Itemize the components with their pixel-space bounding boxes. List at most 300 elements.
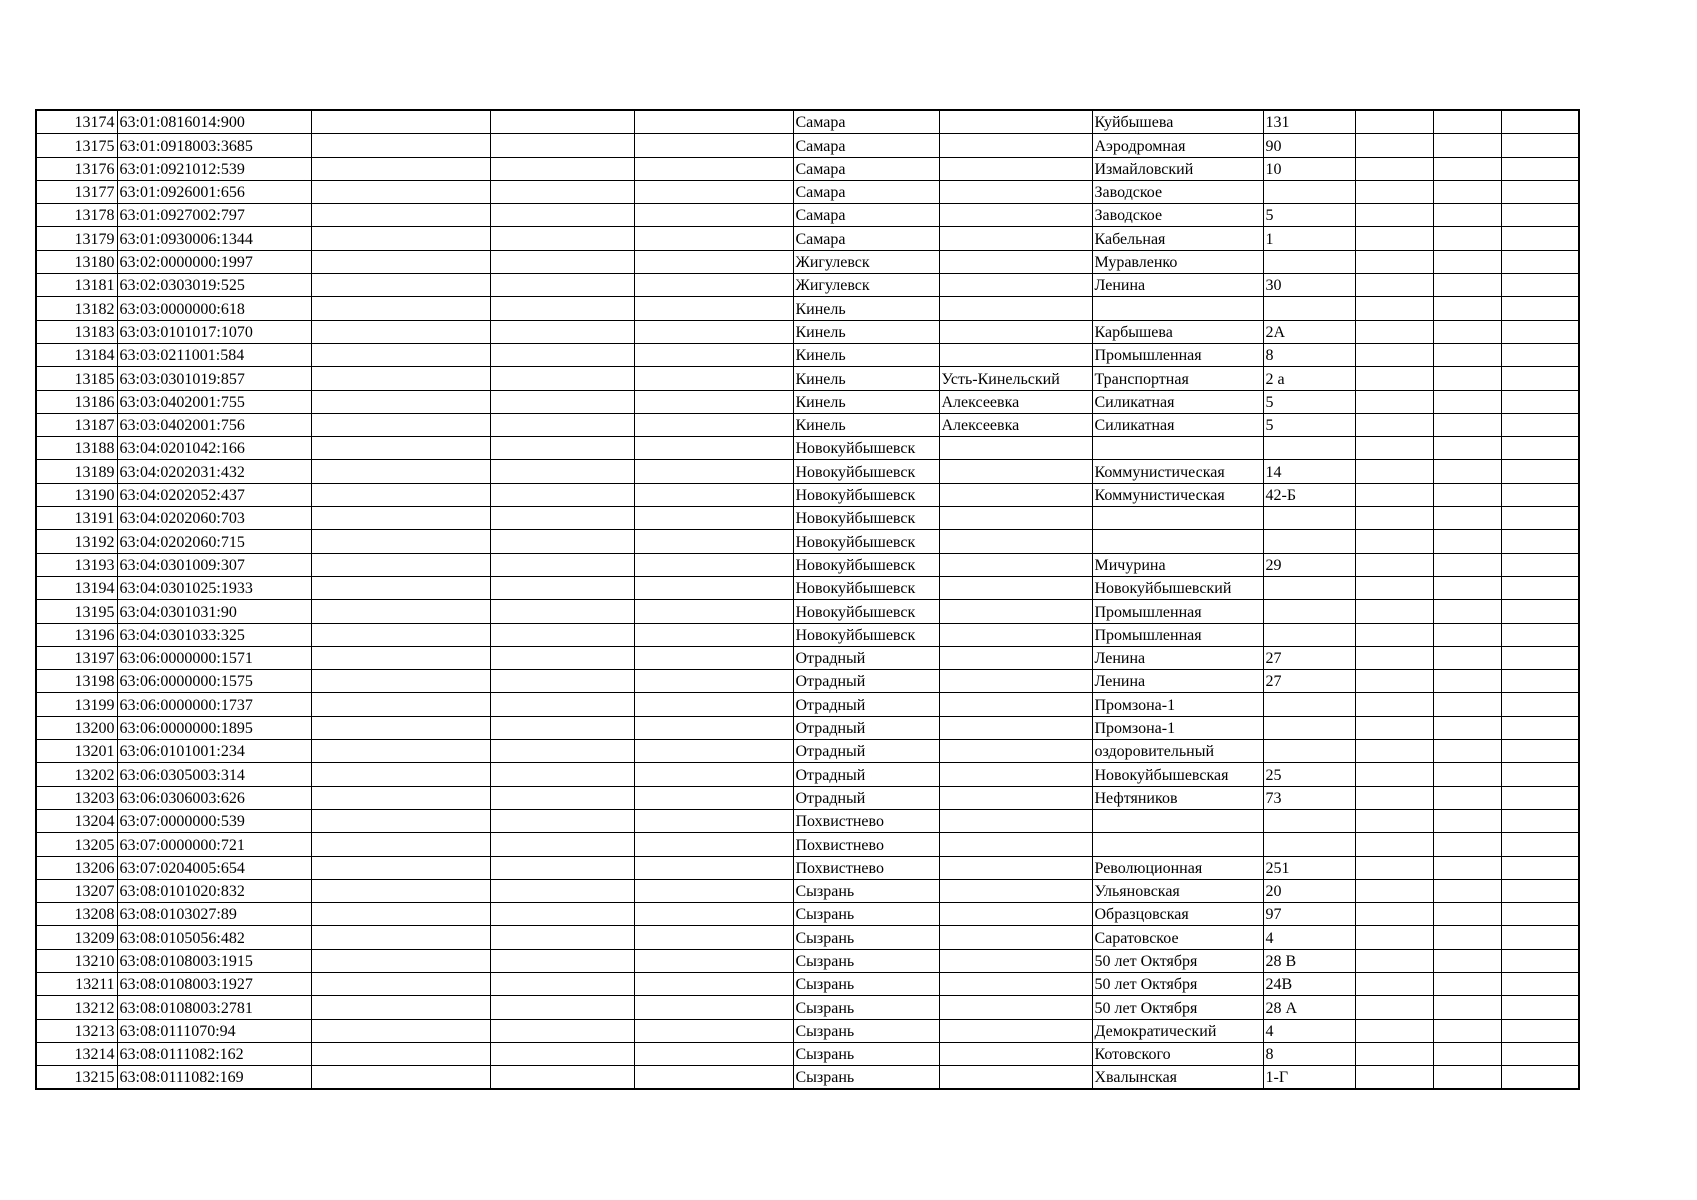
locality-cell xyxy=(939,110,1092,134)
empty-cell xyxy=(634,367,793,390)
empty-cell xyxy=(1501,227,1579,250)
empty-cell xyxy=(1433,437,1501,460)
empty-cell xyxy=(634,763,793,786)
empty-cell xyxy=(311,553,490,576)
empty-cell xyxy=(1433,786,1501,809)
empty-cell xyxy=(1433,809,1501,832)
empty-cell xyxy=(1355,949,1433,972)
locality-cell xyxy=(939,740,1092,763)
row-number-cell: 13194 xyxy=(36,576,117,599)
cadastral-number-cell: 63:02:0000000:1997 xyxy=(117,250,311,273)
house-cell: 8 xyxy=(1263,1042,1355,1065)
table-row xyxy=(36,879,1579,902)
empty-cell xyxy=(1501,437,1579,460)
cadastral-number-cell: 63:08:0101020:832 xyxy=(117,879,311,902)
city-cell: Кинель xyxy=(793,413,939,436)
locality-cell xyxy=(939,227,1092,250)
empty-cell xyxy=(490,413,634,436)
city-cell: Новокуйбышевск xyxy=(793,460,939,483)
empty-cell xyxy=(490,926,634,949)
empty-cell xyxy=(490,1042,634,1065)
empty-cell xyxy=(490,903,634,926)
empty-cell xyxy=(311,180,490,203)
empty-cell xyxy=(634,483,793,506)
row-number-cell: 13204 xyxy=(36,809,117,832)
row-number-cell: 13198 xyxy=(36,670,117,693)
empty-cell xyxy=(490,343,634,366)
cadastral-number-cell: 63:01:0927002:797 xyxy=(117,204,311,227)
empty-cell xyxy=(1355,530,1433,553)
cadastral-number-cell: 63:01:0930006:1344 xyxy=(117,227,311,250)
empty-cell xyxy=(311,134,490,157)
street-cell: Карбышева xyxy=(1092,320,1263,343)
city-cell: Сызрань xyxy=(793,903,939,926)
empty-cell xyxy=(1433,204,1501,227)
empty-cell xyxy=(311,250,490,273)
empty-cell xyxy=(1355,204,1433,227)
row-number-cell: 13215 xyxy=(36,1066,117,1090)
house-cell: 10 xyxy=(1263,157,1355,180)
house-cell xyxy=(1263,693,1355,716)
empty-cell xyxy=(1355,320,1433,343)
cadastral-number-cell: 63:03:0000000:618 xyxy=(117,297,311,320)
row-number-cell: 13182 xyxy=(36,297,117,320)
table-row xyxy=(36,437,1579,460)
empty-cell xyxy=(490,670,634,693)
empty-cell xyxy=(634,740,793,763)
locality-cell xyxy=(939,716,1092,739)
empty-cell xyxy=(1355,763,1433,786)
street-cell: Новокуйбышевский xyxy=(1092,576,1263,599)
cadastral-number-cell: 63:06:0305003:314 xyxy=(117,763,311,786)
table-row xyxy=(36,297,1579,320)
empty-cell xyxy=(1501,460,1579,483)
empty-cell xyxy=(1433,879,1501,902)
table-row xyxy=(36,274,1579,297)
house-cell: 2 а xyxy=(1263,367,1355,390)
row-number-cell: 13196 xyxy=(36,623,117,646)
empty-cell xyxy=(634,250,793,273)
empty-cell xyxy=(1501,180,1579,203)
house-cell: 20 xyxy=(1263,879,1355,902)
house-cell xyxy=(1263,716,1355,739)
table-row xyxy=(36,460,1579,483)
street-cell: 50 лет Октября xyxy=(1092,972,1263,995)
empty-cell xyxy=(1501,740,1579,763)
empty-cell xyxy=(311,413,490,436)
empty-cell xyxy=(490,204,634,227)
city-cell: Новокуйбышевск xyxy=(793,576,939,599)
cadastral-number-cell: 63:01:0926001:656 xyxy=(117,180,311,203)
street-cell: Промышленная xyxy=(1092,343,1263,366)
empty-cell xyxy=(634,460,793,483)
empty-cell xyxy=(490,460,634,483)
empty-cell xyxy=(490,110,634,134)
empty-cell xyxy=(311,530,490,553)
table-row xyxy=(36,996,1579,1019)
empty-cell xyxy=(1355,809,1433,832)
table-row xyxy=(36,763,1579,786)
row-number-cell: 13212 xyxy=(36,996,117,1019)
row-number-cell: 13197 xyxy=(36,646,117,669)
cadastral-number-cell: 63:06:0000000:1895 xyxy=(117,716,311,739)
empty-cell xyxy=(490,227,634,250)
table-row xyxy=(36,949,1579,972)
empty-cell xyxy=(490,576,634,599)
street-cell xyxy=(1092,437,1263,460)
cadastral-number-cell: 63:01:0816014:900 xyxy=(117,110,311,134)
house-cell: 42-Б xyxy=(1263,483,1355,506)
empty-cell xyxy=(634,134,793,157)
cadastral-number-cell: 63:03:0211001:584 xyxy=(117,343,311,366)
empty-cell xyxy=(311,1066,490,1090)
cadastral-number-cell: 63:04:0201042:166 xyxy=(117,437,311,460)
empty-cell xyxy=(490,320,634,343)
empty-cell xyxy=(1355,623,1433,646)
street-cell: Муравленко xyxy=(1092,250,1263,273)
street-cell: 50 лет Октября xyxy=(1092,996,1263,1019)
house-cell: 25 xyxy=(1263,763,1355,786)
table-row xyxy=(36,553,1579,576)
house-cell xyxy=(1263,437,1355,460)
empty-cell xyxy=(1355,180,1433,203)
street-cell: Заводское xyxy=(1092,180,1263,203)
locality-cell xyxy=(939,180,1092,203)
empty-cell xyxy=(1355,1066,1433,1090)
empty-cell xyxy=(311,670,490,693)
empty-cell xyxy=(311,274,490,297)
empty-cell xyxy=(490,763,634,786)
city-cell: Самара xyxy=(793,227,939,250)
city-cell: Сызрань xyxy=(793,1042,939,1065)
table-row xyxy=(36,390,1579,413)
empty-cell xyxy=(1355,576,1433,599)
table-row xyxy=(36,926,1579,949)
empty-cell xyxy=(311,576,490,599)
city-cell: Отрадный xyxy=(793,716,939,739)
row-number-cell: 13202 xyxy=(36,763,117,786)
house-cell xyxy=(1263,576,1355,599)
city-cell: Самара xyxy=(793,204,939,227)
street-cell: Коммунистическая xyxy=(1092,460,1263,483)
empty-cell xyxy=(1501,576,1579,599)
city-cell: Самара xyxy=(793,180,939,203)
empty-cell xyxy=(1355,297,1433,320)
empty-cell xyxy=(1355,693,1433,716)
empty-cell xyxy=(1355,856,1433,879)
row-number-cell: 13193 xyxy=(36,553,117,576)
empty-cell xyxy=(1355,250,1433,273)
table-row xyxy=(36,180,1579,203)
table-row xyxy=(36,367,1579,390)
house-cell: 131 xyxy=(1263,110,1355,134)
empty-cell xyxy=(490,483,634,506)
empty-cell xyxy=(1433,553,1501,576)
empty-cell xyxy=(1355,1042,1433,1065)
empty-cell xyxy=(1433,250,1501,273)
table-row xyxy=(36,1019,1579,1042)
empty-cell xyxy=(1501,926,1579,949)
empty-cell xyxy=(1501,483,1579,506)
empty-cell xyxy=(311,903,490,926)
empty-cell xyxy=(1501,530,1579,553)
empty-cell xyxy=(490,693,634,716)
row-number-cell: 13209 xyxy=(36,926,117,949)
cadastral-number-cell: 63:06:0000000:1737 xyxy=(117,693,311,716)
empty-cell xyxy=(1433,110,1501,134)
empty-cell xyxy=(634,926,793,949)
empty-cell xyxy=(1433,460,1501,483)
city-cell: Самара xyxy=(793,134,939,157)
house-cell: 1 xyxy=(1263,227,1355,250)
empty-cell xyxy=(490,786,634,809)
empty-cell xyxy=(634,343,793,366)
cadastral-number-cell: 63:03:0402001:755 xyxy=(117,390,311,413)
empty-cell xyxy=(1355,646,1433,669)
empty-cell xyxy=(1355,903,1433,926)
house-cell: 4 xyxy=(1263,926,1355,949)
empty-cell xyxy=(490,833,634,856)
empty-cell xyxy=(311,833,490,856)
cadastral-number-cell: 63:07:0204005:654 xyxy=(117,856,311,879)
empty-cell xyxy=(634,390,793,413)
cadastral-number-cell: 63:01:0918003:3685 xyxy=(117,134,311,157)
row-number-cell: 13210 xyxy=(36,949,117,972)
city-cell: Жигулевск xyxy=(793,274,939,297)
empty-cell xyxy=(1501,833,1579,856)
empty-cell xyxy=(311,716,490,739)
cadastral-number-cell: 63:04:0301025:1933 xyxy=(117,576,311,599)
locality-cell xyxy=(939,530,1092,553)
locality-cell xyxy=(939,297,1092,320)
locality-cell xyxy=(939,507,1092,530)
empty-cell xyxy=(1501,250,1579,273)
empty-cell xyxy=(1501,110,1579,134)
empty-cell xyxy=(490,274,634,297)
city-cell: Новокуйбышевск xyxy=(793,507,939,530)
street-cell: Промышленная xyxy=(1092,600,1263,623)
empty-cell xyxy=(634,949,793,972)
empty-cell xyxy=(1355,926,1433,949)
city-cell: Кинель xyxy=(793,367,939,390)
cadastral-number-cell: 63:01:0921012:539 xyxy=(117,157,311,180)
empty-cell xyxy=(1355,600,1433,623)
empty-cell xyxy=(490,180,634,203)
empty-cell xyxy=(490,740,634,763)
empty-cell xyxy=(1501,600,1579,623)
house-cell xyxy=(1263,507,1355,530)
empty-cell xyxy=(1355,110,1433,134)
cadastral-number-cell: 63:08:0108003:1927 xyxy=(117,972,311,995)
row-number-cell: 13177 xyxy=(36,180,117,203)
city-cell: Отрадный xyxy=(793,786,939,809)
house-cell: 2А xyxy=(1263,320,1355,343)
street-cell: Промзона-1 xyxy=(1092,716,1263,739)
empty-cell xyxy=(490,949,634,972)
row-number-cell: 13191 xyxy=(36,507,117,530)
locality-cell xyxy=(939,646,1092,669)
city-cell: Сызрань xyxy=(793,926,939,949)
table-row xyxy=(36,250,1579,273)
empty-cell xyxy=(311,437,490,460)
empty-cell xyxy=(634,903,793,926)
empty-cell xyxy=(490,390,634,413)
locality-cell xyxy=(939,856,1092,879)
street-cell: Ульяновская xyxy=(1092,879,1263,902)
empty-cell xyxy=(311,786,490,809)
empty-cell xyxy=(1355,670,1433,693)
empty-cell xyxy=(634,297,793,320)
table-row xyxy=(36,600,1579,623)
house-cell: 29 xyxy=(1263,553,1355,576)
house-cell: 24В xyxy=(1263,972,1355,995)
empty-cell xyxy=(634,1066,793,1090)
house-cell xyxy=(1263,180,1355,203)
empty-cell xyxy=(1501,856,1579,879)
empty-cell xyxy=(1355,507,1433,530)
empty-cell xyxy=(634,530,793,553)
row-number-cell: 13205 xyxy=(36,833,117,856)
empty-cell xyxy=(311,600,490,623)
empty-cell xyxy=(1501,646,1579,669)
house-cell: 28 А xyxy=(1263,996,1355,1019)
empty-cell xyxy=(634,693,793,716)
locality-cell xyxy=(939,949,1092,972)
empty-cell xyxy=(1355,1019,1433,1042)
street-cell: Нефтяников xyxy=(1092,786,1263,809)
empty-cell xyxy=(1433,320,1501,343)
empty-cell xyxy=(1501,297,1579,320)
empty-cell xyxy=(1501,623,1579,646)
empty-cell xyxy=(311,507,490,530)
locality-cell xyxy=(939,693,1092,716)
table-row xyxy=(36,1066,1579,1090)
row-number-cell: 13200 xyxy=(36,716,117,739)
locality-cell xyxy=(939,833,1092,856)
empty-cell xyxy=(490,646,634,669)
city-cell: Похвистнево xyxy=(793,856,939,879)
locality-cell xyxy=(939,670,1092,693)
cadastral-number-cell: 63:08:0103027:89 xyxy=(117,903,311,926)
empty-cell xyxy=(634,1042,793,1065)
empty-cell xyxy=(490,996,634,1019)
street-cell xyxy=(1092,530,1263,553)
empty-cell xyxy=(1433,227,1501,250)
city-cell: Кинель xyxy=(793,297,939,320)
row-number-cell: 13181 xyxy=(36,274,117,297)
empty-cell xyxy=(1355,134,1433,157)
empty-cell xyxy=(1433,903,1501,926)
cadastral-number-cell: 63:04:0202031:432 xyxy=(117,460,311,483)
house-cell: 14 xyxy=(1263,460,1355,483)
empty-cell xyxy=(1433,833,1501,856)
cadastral-number-cell: 63:08:0111082:162 xyxy=(117,1042,311,1065)
empty-cell xyxy=(634,879,793,902)
row-number-cell: 13207 xyxy=(36,879,117,902)
city-cell: Сызрань xyxy=(793,879,939,902)
city-cell: Отрадный xyxy=(793,763,939,786)
empty-cell xyxy=(1433,926,1501,949)
locality-cell xyxy=(939,786,1092,809)
empty-cell xyxy=(1433,646,1501,669)
house-cell xyxy=(1263,809,1355,832)
city-cell: Отрадный xyxy=(793,693,939,716)
empty-cell xyxy=(634,227,793,250)
row-number-cell: 13175 xyxy=(36,134,117,157)
street-cell: Аэродромная xyxy=(1092,134,1263,157)
table-row xyxy=(36,856,1579,879)
empty-cell xyxy=(1355,460,1433,483)
locality-cell xyxy=(939,134,1092,157)
city-cell: Сызрань xyxy=(793,1066,939,1090)
empty-cell xyxy=(490,367,634,390)
city-cell: Самара xyxy=(793,110,939,134)
empty-cell xyxy=(490,437,634,460)
empty-cell xyxy=(1501,343,1579,366)
empty-cell xyxy=(490,507,634,530)
row-number-cell: 13184 xyxy=(36,343,117,366)
row-number-cell: 13183 xyxy=(36,320,117,343)
empty-cell xyxy=(1501,553,1579,576)
empty-cell xyxy=(1355,274,1433,297)
city-cell: Сызрань xyxy=(793,949,939,972)
empty-cell xyxy=(1433,1042,1501,1065)
empty-cell xyxy=(1501,1042,1579,1065)
street-cell: Измайловский xyxy=(1092,157,1263,180)
street-cell xyxy=(1092,507,1263,530)
row-number-cell: 13213 xyxy=(36,1019,117,1042)
locality-cell xyxy=(939,437,1092,460)
empty-cell xyxy=(1501,809,1579,832)
empty-cell xyxy=(1355,972,1433,995)
empty-cell xyxy=(311,1019,490,1042)
table-row xyxy=(36,343,1579,366)
empty-cell xyxy=(634,670,793,693)
locality-cell xyxy=(939,996,1092,1019)
house-cell xyxy=(1263,530,1355,553)
empty-cell xyxy=(1355,227,1433,250)
empty-cell xyxy=(311,809,490,832)
locality-cell xyxy=(939,576,1092,599)
street-cell: Ленина xyxy=(1092,670,1263,693)
row-number-cell: 13185 xyxy=(36,367,117,390)
empty-cell xyxy=(490,809,634,832)
locality-cell xyxy=(939,763,1092,786)
table-row xyxy=(36,110,1579,134)
empty-cell xyxy=(1355,343,1433,366)
city-cell: Кинель xyxy=(793,390,939,413)
locality-cell xyxy=(939,1019,1092,1042)
street-cell xyxy=(1092,809,1263,832)
house-cell: 8 xyxy=(1263,343,1355,366)
table-row xyxy=(36,646,1579,669)
empty-cell xyxy=(634,576,793,599)
house-cell xyxy=(1263,297,1355,320)
row-number-cell: 13190 xyxy=(36,483,117,506)
empty-cell xyxy=(634,833,793,856)
empty-cell xyxy=(1501,693,1579,716)
empty-cell xyxy=(311,949,490,972)
empty-cell xyxy=(1433,507,1501,530)
empty-cell xyxy=(634,996,793,1019)
row-number-cell: 13201 xyxy=(36,740,117,763)
street-cell: Ленина xyxy=(1092,274,1263,297)
table-row xyxy=(36,413,1579,436)
city-cell: Новокуйбышевск xyxy=(793,483,939,506)
empty-cell xyxy=(490,879,634,902)
empty-cell xyxy=(311,367,490,390)
street-cell: 50 лет Октября xyxy=(1092,949,1263,972)
